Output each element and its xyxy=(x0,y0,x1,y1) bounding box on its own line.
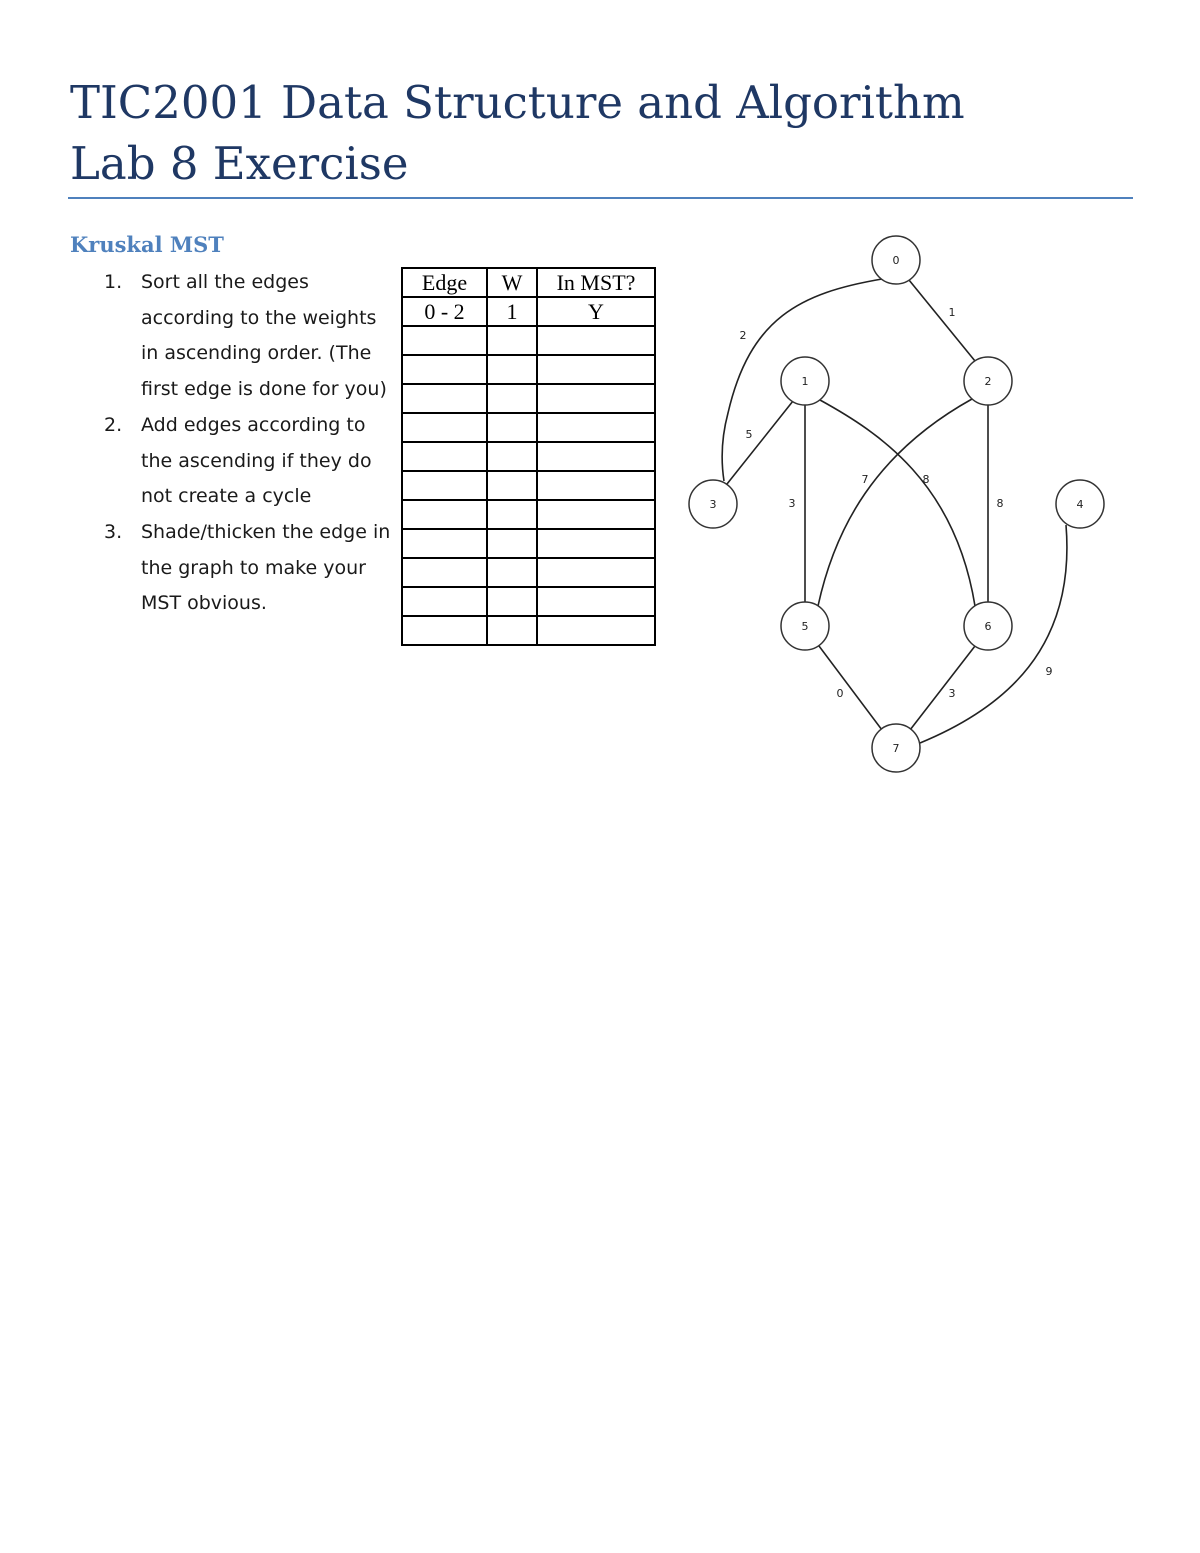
column-header-in-mst: In MST? xyxy=(537,268,655,297)
graph-node-5 xyxy=(781,602,829,650)
table-row xyxy=(402,529,655,558)
edge-weight-label: 1 xyxy=(948,306,956,319)
title-line-lab: Lab 8 Exercise xyxy=(70,137,409,190)
edge-cell xyxy=(402,616,487,645)
edge-cell xyxy=(402,413,487,442)
table-row xyxy=(402,587,655,616)
instruction-step xyxy=(104,265,394,408)
instruction-step xyxy=(104,408,394,515)
graph-node-3 xyxy=(689,480,737,528)
in-mst-cell xyxy=(537,442,655,471)
in-mst-cell: Y xyxy=(537,297,655,326)
weight-cell xyxy=(487,616,537,645)
step-text: Add edges according to the ascending if they do not create a cycle xyxy=(141,413,372,508)
step-number: 2. xyxy=(104,413,123,436)
graph-edge-6-7 xyxy=(910,646,975,730)
edge-cell xyxy=(402,500,487,529)
step-number: 1. xyxy=(104,271,123,293)
weight-cell xyxy=(487,384,537,413)
page-title xyxy=(70,72,965,194)
column-header-weight: W xyxy=(487,268,537,297)
graph-edge-1-3 xyxy=(727,401,793,484)
graph-node-4 xyxy=(1056,480,1104,528)
graph-node-7 xyxy=(872,724,920,772)
node-label: 0 xyxy=(892,254,900,267)
table-row xyxy=(402,442,655,471)
graph-node-6 xyxy=(964,602,1012,650)
weight-cell xyxy=(487,413,537,442)
edge-weight-label: 0 xyxy=(836,687,844,700)
graph-edge-5-7 xyxy=(819,646,882,730)
edge-weight-label: 8 xyxy=(922,473,930,486)
instruction-list xyxy=(104,265,394,622)
edge-cell xyxy=(402,355,487,384)
table-row xyxy=(402,297,655,326)
edge-cell xyxy=(402,442,487,471)
table-body xyxy=(402,297,655,645)
node-label: 4 xyxy=(1076,498,1084,511)
in-mst-cell xyxy=(537,500,655,529)
table-row xyxy=(402,413,655,442)
in-mst-cell xyxy=(537,355,655,384)
table-row xyxy=(402,326,655,355)
node-label: 5 xyxy=(801,620,809,633)
table-row xyxy=(402,471,655,500)
in-mst-cell xyxy=(537,413,655,442)
node-label: 1 xyxy=(801,375,809,388)
graph-nodes xyxy=(689,236,1104,772)
edge-weight-label: 2 xyxy=(739,329,747,342)
node-label: 6 xyxy=(984,620,992,633)
in-mst-cell xyxy=(537,384,655,413)
graph-node-2 xyxy=(964,357,1012,405)
graph-node-1 xyxy=(781,357,829,405)
node-label: 7 xyxy=(892,742,900,755)
edge-weight-label: 7 xyxy=(861,473,869,486)
graph-edge-1-6 xyxy=(820,400,975,606)
edge-weight-label: 5 xyxy=(745,428,753,441)
weight-cell xyxy=(487,529,537,558)
weight-cell: 1 xyxy=(487,297,537,326)
graph-node-0 xyxy=(872,236,920,284)
edge-weight-label: 3 xyxy=(948,687,956,700)
in-mst-cell xyxy=(537,326,655,355)
edge-weight-label: 3 xyxy=(788,497,796,510)
step-text: Shade/thicken the edge in the graph to make your MST obvious. xyxy=(141,520,391,615)
edge-weight-label: 9 xyxy=(1045,665,1053,678)
in-mst-cell xyxy=(537,616,655,645)
table-row xyxy=(402,616,655,645)
graph-diagram xyxy=(680,228,1120,778)
weight-cell xyxy=(487,442,537,471)
graph-edge-0-2 xyxy=(909,280,975,361)
weight-cell xyxy=(487,471,537,500)
table-row xyxy=(402,355,655,384)
weight-cell xyxy=(487,326,537,355)
node-label: 3 xyxy=(709,498,717,511)
edge-cell xyxy=(402,326,487,355)
node-label: 2 xyxy=(984,375,992,388)
title-divider xyxy=(68,197,1133,199)
graph-edges xyxy=(722,279,1067,743)
table-row xyxy=(402,384,655,413)
weight-cell xyxy=(487,587,537,616)
in-mst-cell xyxy=(537,529,655,558)
in-mst-cell xyxy=(537,471,655,500)
edge-cell xyxy=(402,529,487,558)
table-row xyxy=(402,500,655,529)
instruction-step xyxy=(104,515,394,622)
edge-cell xyxy=(402,471,487,500)
step-number: 3. xyxy=(104,520,123,543)
edge-cell xyxy=(402,587,487,616)
edge-cell: 0 - 2 xyxy=(402,297,487,326)
in-mst-cell xyxy=(537,558,655,587)
edge-cell xyxy=(402,384,487,413)
title-line-course: TIC2001 Data Structure and Algorithm xyxy=(70,76,965,129)
edge-weight-label: 8 xyxy=(996,497,1004,510)
table-header-row xyxy=(402,268,655,297)
edge-cell xyxy=(402,558,487,587)
weight-cell xyxy=(487,355,537,384)
step-text: Sort all the edges according to the weights in ascending order. (The first edge is done for you) xyxy=(141,271,387,401)
table-row xyxy=(402,558,655,587)
weight-cell xyxy=(487,558,537,587)
weight-cell xyxy=(487,500,537,529)
column-header-edge: Edge xyxy=(402,268,487,297)
in-mst-cell xyxy=(537,587,655,616)
section-heading: Kruskal MST xyxy=(70,232,224,257)
graph-edge-2-5 xyxy=(818,399,972,606)
edge-table xyxy=(401,267,656,646)
